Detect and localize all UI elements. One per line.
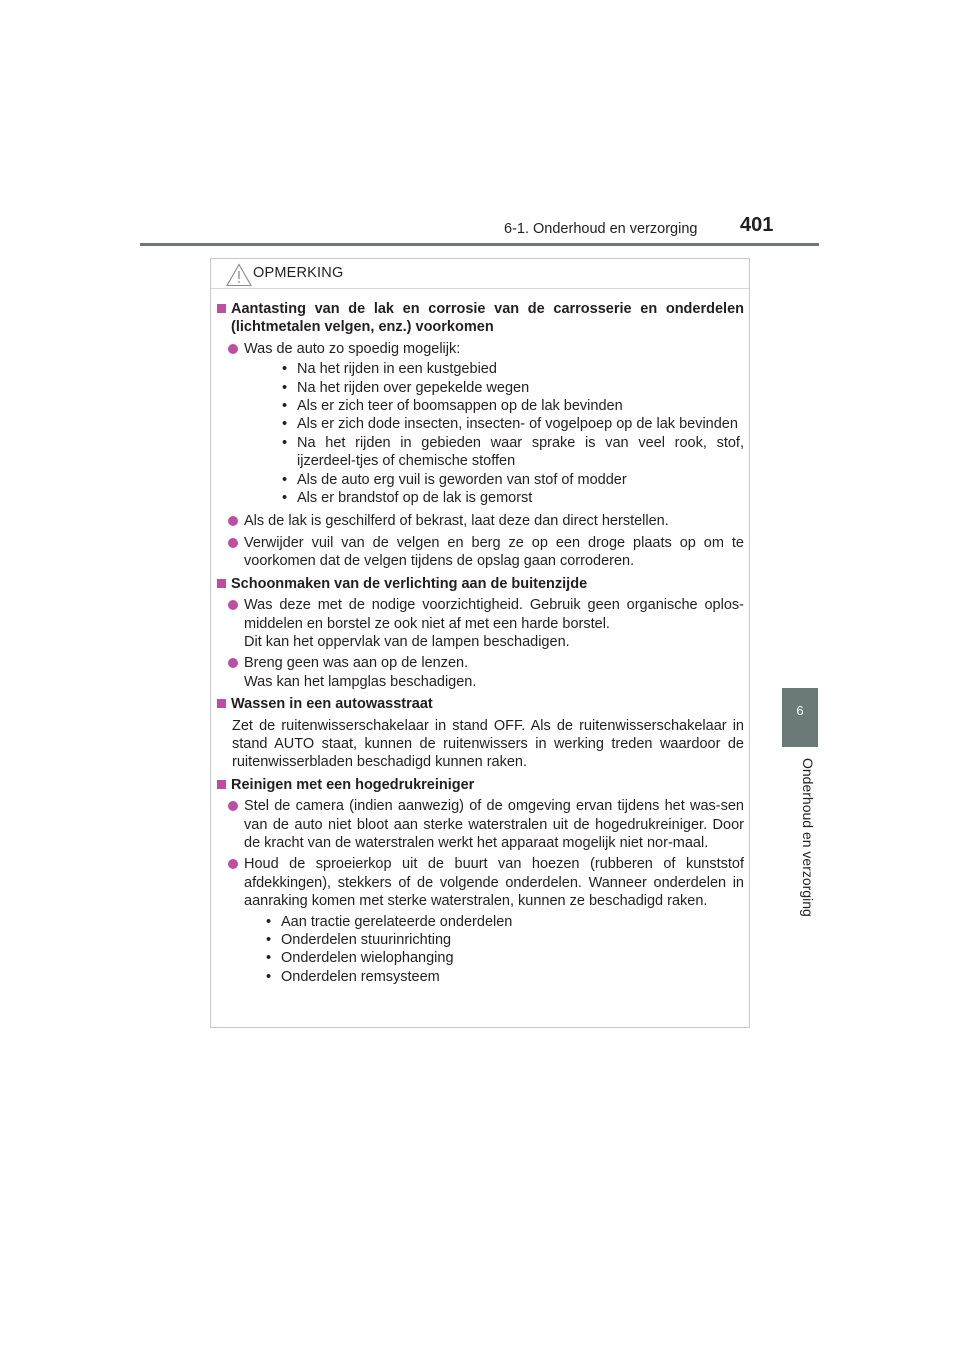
- section-heading: [216, 776, 744, 794]
- section-heading-text: Aantasting van de lak en corrosie van de carrosserie en onderdelen (lichtmetalen velgen, enz.) voorkomen: [231, 301, 744, 336]
- list-item: [216, 512, 744, 530]
- section-heading: [216, 300, 744, 337]
- circle-bullet-icon: [228, 538, 238, 548]
- list-item: [216, 654, 744, 691]
- bullet-text: Als de lak is geschilferd of bekrast, laat deze dan direct herstellen.: [244, 513, 669, 530]
- circle-bullet-icon: [228, 859, 238, 869]
- sub-list: [244, 360, 744, 507]
- chapter-tab: 6: [782, 688, 818, 747]
- square-bullet-icon: [217, 304, 226, 313]
- sub-item-text: Onderdelen wielophanging: [281, 950, 454, 967]
- bullet-text: Stel de camera (indien aanwezig) of de omgeving ervan tijdens het was-sen van de auto niet bloot aan sterke waterstralen uit de hogedrukreiniger. Door de kracht van de waterstralen werkt het apparaat mogelijk niet nor-maal.: [244, 798, 744, 851]
- bullet-text: Was de auto zo spoedig mogelijk:: [244, 340, 461, 357]
- circle-bullet-icon: [228, 658, 238, 668]
- sub-list: [244, 913, 744, 987]
- list-item: [216, 534, 744, 571]
- circle-bullet-icon: [228, 344, 238, 354]
- notice-box: [210, 258, 750, 1028]
- bullet-text: Houd de sproeierkop uit de buurt van hoezen (rubberen of kunststof afdekkingen), stekkers of de volgende onderdelen. Wanneer onderdelen in aanraking komen met sterke waterstralen, kunnen ze beschadigd raken.: [244, 856, 744, 910]
- bullet-text: Breng geen was aan op de lenzen.: [244, 655, 469, 672]
- sub-item-text: Als er brandstof op de lak is gemorst: [297, 490, 533, 507]
- sub-list-item: • Na het rijden in gebieden waar sprake is van veel rook, stof, ijzerdeel-tjes of chemische stoffen: [282, 434, 744, 470]
- page-header: [0, 0, 960, 250]
- sub-list-item: • Als er zich teer of boomsappen op de lak bevinden: [282, 397, 744, 415]
- sub-list-item: • Als er zich dode insecten, insecten- of vogelpoep op de lak bevinden: [282, 415, 744, 433]
- notice-content: [216, 300, 744, 992]
- section-heading-text: Reinigen met een hogedrukreiniger: [231, 776, 475, 793]
- sub-list-item: • Onderdelen wielophanging: [266, 949, 744, 967]
- bullet-text: Was deze met de nodige voorzichtigheid. Gebruik geen organische oplos-middelen en borstel ze ook niet af met een harde borstel.: [244, 597, 744, 632]
- circle-bullet-icon: [228, 516, 238, 526]
- section-heading: [216, 695, 744, 713]
- bullet-extra-text: Was kan het lampglas beschadigen.: [244, 673, 477, 690]
- sub-list-item: • Onderdelen remsysteem: [266, 968, 744, 986]
- sub-item-text: Onderdelen stuurinrichting: [281, 932, 452, 948]
- bullet-text: Verwijder vuil van de velgen en berg ze op een droge plaats op om te voorkomen dat de velgen tijdens de opslag gaan corroderen.: [244, 534, 744, 570]
- notice-title: OPMERKING: [253, 265, 344, 281]
- sub-item-text: Als er zich teer of boomsappen op de lak bevinden: [297, 398, 623, 415]
- section-title: 6-1. Onderhoud en verzorging: [504, 221, 698, 237]
- sub-item-text: Onderdelen remsysteem: [281, 968, 440, 985]
- sub-list-item: • Aan tractie gerelateerde onderdelen: [266, 913, 744, 931]
- sub-list-item: • Na het rijden in een kustgebied: [282, 360, 744, 378]
- sub-item-text: Na het rijden in een kustgebied: [297, 361, 497, 378]
- header-rule: [140, 243, 819, 246]
- section-heading-text: Schoonmaken van de verlichting aan de buitenzijde: [231, 575, 588, 592]
- page-number: 401: [740, 214, 774, 236]
- list-item: [216, 855, 744, 988]
- list-item: [216, 797, 744, 852]
- section-paragraph: Zet de ruitenwisserschakelaar in stand OFF. Als de ruitenwisserschakelaar in stand AUTO staat, kunnen de ruitenwissers in werking treden waardoor de ruitenwisserbladen beschadigd kunnen raken.: [232, 717, 744, 771]
- circle-bullet-icon: [228, 600, 238, 610]
- sub-item-text: Aan tractie gerelateerde onderdelen: [281, 913, 513, 930]
- sub-list-item: • Onderdelen stuurinrichting: [266, 931, 744, 949]
- sub-list-item: • Als er brandstof op de lak is gemorst: [282, 489, 744, 507]
- sub-item-text: Na het rijden over gepekelde wegen: [297, 379, 530, 396]
- section-heading-text: Wassen in een autowasstraat: [231, 696, 433, 713]
- circle-bullet-icon: [228, 801, 238, 811]
- sub-list-item: • Als de auto erg vuil is geworden van stof of modder: [282, 471, 744, 489]
- notice-section: [216, 300, 744, 571]
- notice-header: [211, 259, 749, 289]
- list-item: [216, 340, 744, 510]
- square-bullet-icon: [217, 579, 226, 588]
- sub-item-text: Als er zich dode insecten, insecten- of vogelpoep op de lak bevinden: [297, 416, 738, 433]
- bullet-extra-text: Dit kan het oppervlak van de lampen beschadigen.: [244, 633, 570, 650]
- section-heading: [216, 575, 744, 593]
- list-item: [216, 596, 744, 651]
- notice-section: [216, 695, 744, 772]
- sub-list-item: • Na het rijden over gepekelde wegen: [282, 379, 744, 397]
- square-bullet-icon: [217, 699, 226, 708]
- notice-section: [216, 776, 744, 988]
- notice-section: [216, 575, 744, 691]
- chapter-label: Onderhoud en verzorging: [800, 758, 816, 917]
- square-bullet-icon: [217, 780, 226, 789]
- sub-item-text: Als de auto erg vuil is geworden van stof of modder: [297, 471, 627, 488]
- warning-triangle-icon: [226, 263, 252, 287]
- sub-item-text: Na het rijden in gebieden waar sprake is van veel rook, stof, ijzerdeel-tjes of chemische stoffen: [297, 434, 744, 470]
